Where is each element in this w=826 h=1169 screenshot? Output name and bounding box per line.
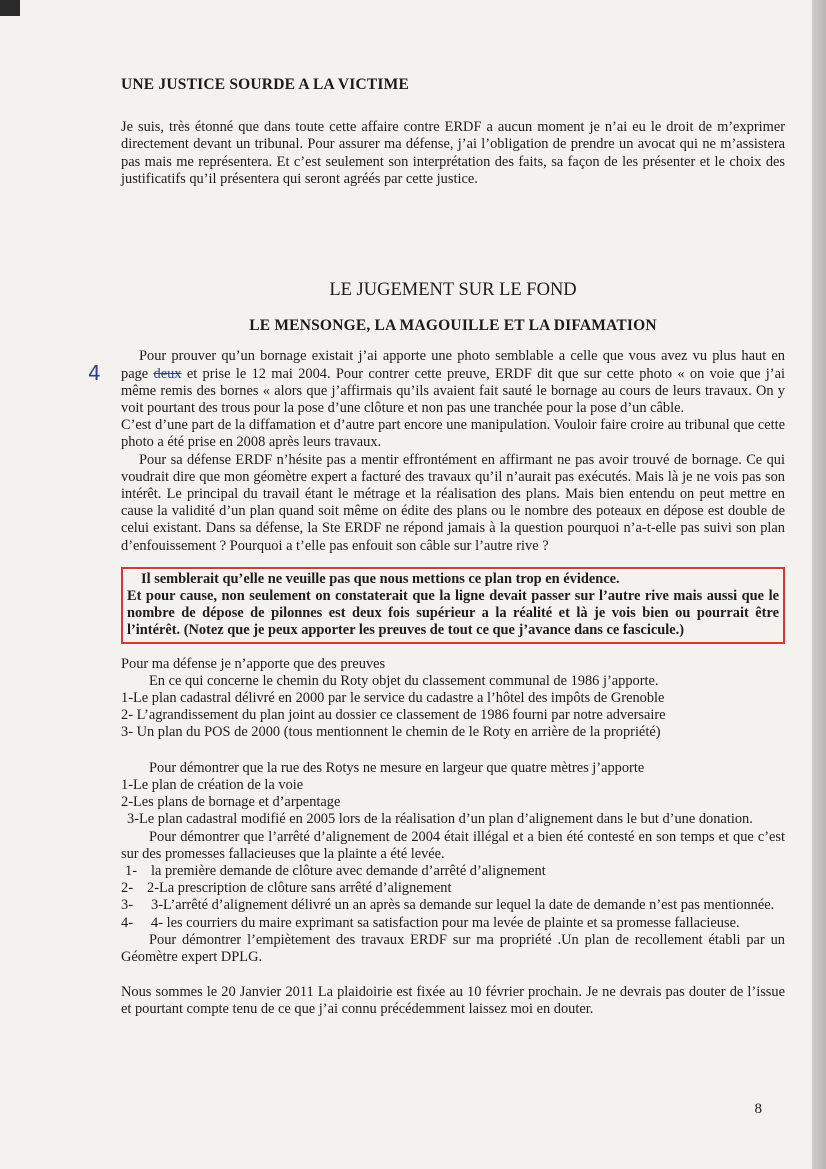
arrete-item-text: 2-La prescription de clôture sans arrêté d’alignement [147, 880, 452, 897]
arrete-item [121, 863, 785, 880]
empietement-paragraph: Pour démontrer l’empiètement des travaux ERDF sur ma propriété .Un plan de recollement établi par un Géomètre expert DPLG. [121, 931, 785, 965]
rue-item: 3-Le plan cadastral modifié en 2005 lors de la réalisation d’un plan d’alignement dans le but d’une donation. [127, 811, 753, 828]
arrete-item-text: 3-L’arrêté d’alignement délivré un an après sa demande sur lequel la date de demande n’est pas mentionnée. [151, 897, 775, 914]
paragraph-photo-start: Pour prouver qu’un bornage existait j’ai apporte une photo semblable a celle que vous avez vu plus haut en page [121, 348, 785, 382]
subtitle: LE MENSONGE, LA MAGOUILLE ET LA DIFAMATION [249, 317, 657, 335]
arrete-item-num: 4- [121, 914, 133, 931]
paragraph-justice: Je suis, très étonné que dans toute cette affaire contre ERDF a aucun moment je n’ai eu le droit de m’exprimer directement devant un tribunal. Pour assurer ma défense, j’ai l’obligation de prendre un avocat qui ne m’assistera pas mais me représentera. Et c’est seulement son interprétation des faits, sa façon de les présenter et le choix des justificatifs qu’il présentera qui seront agréés par cette justice. [121, 119, 785, 187]
defense-section [121, 656, 785, 966]
roty-item: 1-Le plan cadastral délivré en 2000 par le service du cadastre a l’hôtel des impôts de Grenoble [121, 690, 665, 707]
section-heading-justice: UNE JUSTICE SOURDE A LA VICTIME [121, 76, 410, 93]
highlight-line-1: Il semblerait qu’elle ne veuille pas que nous mettions ce plan trop en évidence. [141, 570, 620, 587]
handwritten-page-number: 4 [88, 361, 101, 385]
closing-paragraph: Nous sommes le 20 Janvier 2011 La plaidoirie est fixée au 10 février prochain. Je ne devrais pas douter de l’issue et pourtant compte tenu de ce que j’ai connu précédemment laissez moi en douter. [121, 984, 785, 1018]
page-content [121, 76, 785, 1019]
paragraph-photo [121, 348, 785, 417]
rue-intro: Pour démontrer que la rue des Rotys ne mesure en largeur que quatre mètres j’apporte [149, 759, 645, 776]
arrete-item-num: 2- [121, 880, 133, 897]
highlight-rest: Et pour cause, non seulement on constaterait que la ligne devait passer sur l’autre rive mais aussi que le nombre de dépose de pilonnes est deux fois supérieur a la réalité et là je vois bien ou pourrait être l’intérêt. (Notez que je peux apporter les preuves de tout ce que j’avance dans ce fascicule.) [127, 588, 779, 639]
page-number: 8 [754, 1101, 762, 1117]
arrete-item [121, 915, 785, 932]
arrete-intro: Pour démontrer que l’arrêté d’alignement de 2004 était illégal et a bien été contesté en son temps et que c’est sur des promesses fallacieuses que la plainte a été levée. [121, 828, 785, 862]
arrete-item-num: 3- [121, 897, 133, 914]
rue-item: 1-Le plan de création de la voie [121, 776, 304, 793]
arrete-item-text: 4- les courriers du maire exprimant sa satisfaction pour ma levée de plainte et sa promesse fallacieuse. [151, 914, 740, 931]
defense-intro: Pour ma défense je n’apporte que des preuves [121, 655, 386, 672]
roty-item: 3- Un plan du POS de 2000 (tous mentionnent le chemin de le Roty en arrière de la propriété) [121, 724, 661, 741]
arrete-item [121, 880, 785, 897]
highlighted-box [121, 567, 785, 644]
arrete-item-text: la première demande de clôture avec demande d’arrêté d’alignement [151, 862, 546, 879]
struck-word: deux [153, 365, 182, 382]
scan-corner-mark [0, 0, 20, 16]
paragraph-erdf-defense: Pour sa défense ERDF n’hésite pas a mentir effrontément en affirmant ne pas avoir trouvé de bornage. Ce qui voudrait dire que mon géomètre expert a facturé des travaux qu’il n’aurait pas exécutés. Mais là je ne vois pas son intérêt. Le principal du travail étant le métrage et la réalisation des plans. Mais bien entendu on peut mettre en cause la validité d’un plan quand soit même on édite des plans ou le nombre des poteaux en dépose est double de celui existant. Dans sa défense, la Ste ERDF ne répond jamais à la question pourquoi n’a-t-elle pas suivi son plan d’enfouissement ? Pourquoi a t’elle pas enfouit son câble sur l’autre rive ? [121, 451, 785, 554]
rue-item: 2-Les plans de bornage et d’arpentage [121, 794, 341, 811]
arrete-item-num: 1- [125, 862, 137, 879]
arrete-item [121, 897, 785, 914]
paragraph-photo-end: et prise le 12 mai 2004. Pour contrer cette preuve, ERDF dit que sur cette photo « on voie que j’ai même remis des bornes « alors que j’affirmais qu’ils avaient fait sauté le bornage au cours de leurs travaux. On y voit pourtant des trous pour la pose d’une clôture et non pas une tranchée pour la pose d’un câble. [121, 365, 785, 417]
main-title: LE JUGEMENT SUR LE FOND [329, 280, 577, 301]
paragraph-diffamation: C’est d’une part de la diffamation et d’autre part encore une manipulation. Vouloir faire croire au tribunal que cette photo a été prise en 2008 après leurs travaux. [121, 417, 785, 451]
roty-item: 2- L’agrandissement du plan joint au dossier ce classement de 1986 fourni par notre adversaire [121, 707, 666, 724]
roty-intro: En ce qui concerne le chemin du Roty objet du classement communal de 1986 j’apporte. [149, 672, 659, 689]
page-stack-edge [812, 0, 826, 1169]
